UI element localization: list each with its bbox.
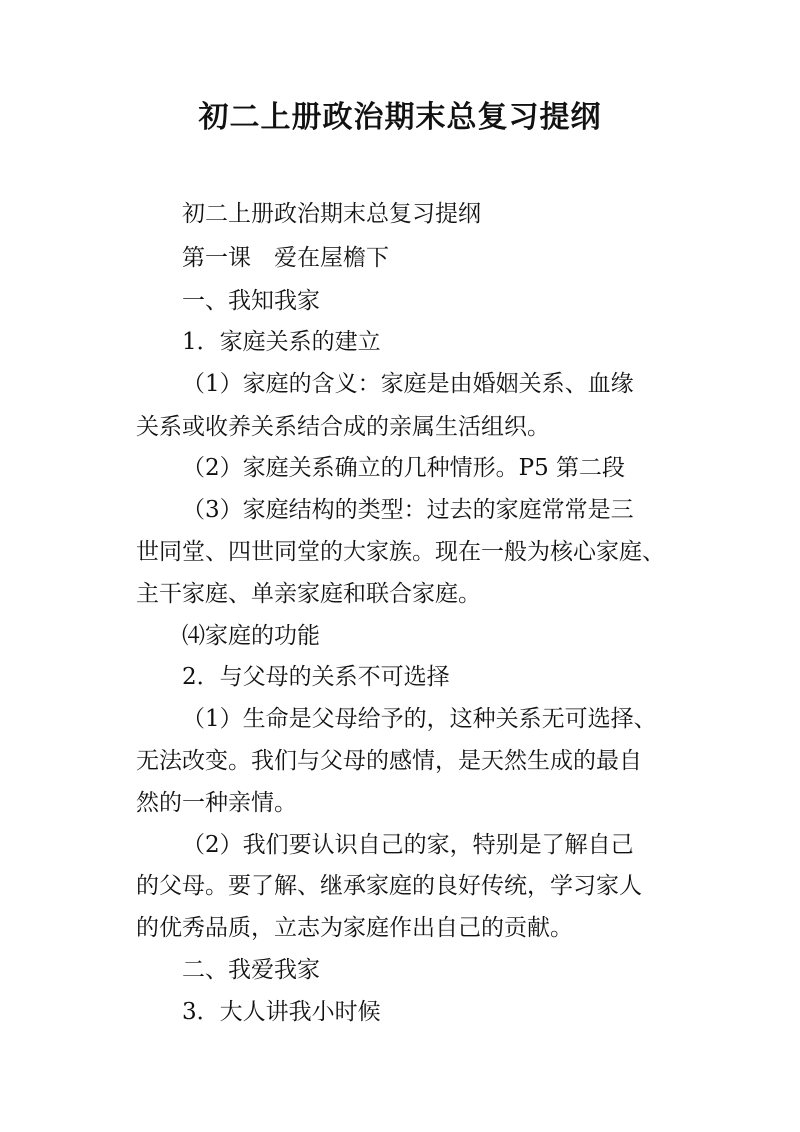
- subsection-heading: 3．大人讲我小时候: [182, 999, 381, 1025]
- paragraph-line: （2）家庭关系确立的几种情形。P5 第二段: [182, 455, 626, 481]
- lesson-heading: 第一课 爱在屋檐下: [182, 245, 389, 271]
- document-title: 初二上册政治期末总复习提纲: [198, 100, 602, 135]
- paragraph-line: 然的一种亲情。: [136, 790, 297, 816]
- paragraph-line: 世同堂、四世同堂的大家族。现在一般为核心家庭、: [136, 539, 665, 565]
- subtitle-line: 初二上册政治期末总复习提纲: [182, 201, 481, 227]
- subsection-heading: 2．与父母的关系不可选择: [182, 664, 450, 690]
- section-heading: 二、我爱我家: [182, 957, 320, 983]
- paragraph-line: 主干家庭、单亲家庭和联合家庭。: [136, 581, 481, 607]
- paragraph-line: 无法改变。我们与父母的感情，是天然生成的最自: [136, 748, 642, 774]
- paragraph-line: 的优秀品质，立志为家庭作出自己的贡献。: [136, 915, 573, 941]
- section-heading: 一、我知我家: [182, 288, 320, 314]
- paragraph-line: 关系或收养关系结合成的亲属生活组织。: [136, 414, 550, 440]
- paragraph-line: （3）家庭结构的类型：过去的家庭常常是三: [182, 497, 634, 523]
- paragraph-line: （1）家庭的含义：家庭是由婚姻关系、血缘: [182, 371, 634, 397]
- paragraph-line: 的父母。要了解、继承家庭的良好传统，学习家人: [136, 873, 642, 899]
- paragraph-line: （1）生命是父母给予的，这种关系无可选择、: [182, 706, 657, 732]
- subsection-heading: 1．家庭关系的建立: [182, 329, 381, 355]
- paragraph-line: ⑷家庭的功能: [182, 623, 320, 649]
- paragraph-line: （2）我们要认识自己的家，特别是了解自己: [182, 832, 634, 858]
